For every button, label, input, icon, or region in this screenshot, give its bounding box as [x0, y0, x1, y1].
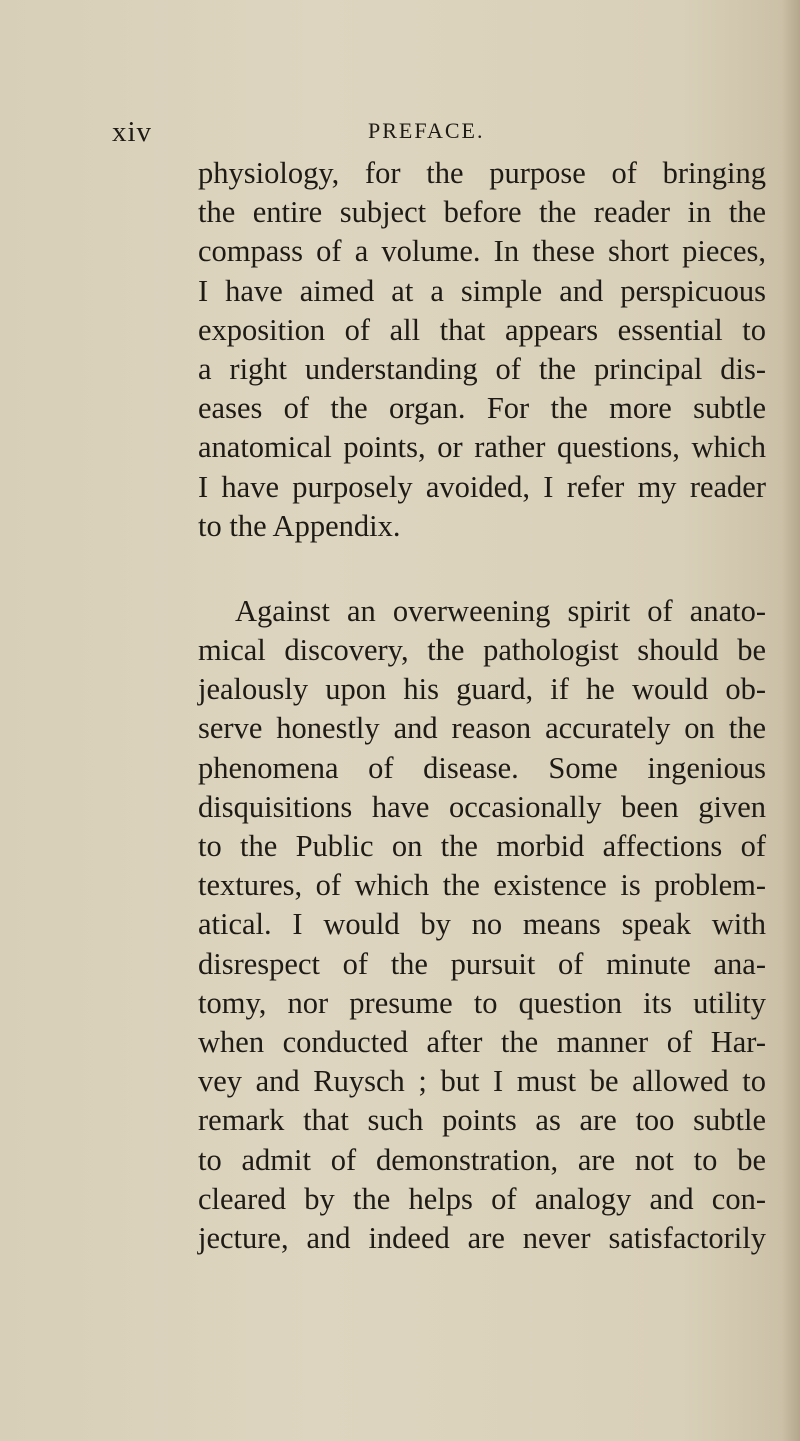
paragraph-gap	[198, 546, 766, 592]
text-line: disrespect of the pursuit of minute ana-	[198, 946, 766, 981]
text-line: jealously upon his guard, if he would ob-	[198, 672, 766, 707]
text-line: textures, of which the existence is problem-	[198, 868, 766, 903]
text-line: remark that such points as are too subtle	[198, 1103, 766, 1138]
text-line: I have purposely avoided, I refer my reader	[198, 469, 766, 504]
text-line: atical. I would by no means speak with	[198, 907, 766, 942]
text-line: serve honestly and reason accurately on the	[198, 711, 766, 746]
paragraph-1	[198, 154, 766, 546]
page-header	[0, 108, 800, 148]
text-line: the entire subject before the reader in the	[198, 195, 766, 230]
text-line: to the Public on the morbid affections of	[198, 829, 766, 863]
text-line: eases of the organ. For the more subtle	[198, 391, 766, 426]
text-line: disquisitions have occasionally been given	[198, 789, 766, 824]
text-line: mical discovery, the pathologist should be	[198, 633, 766, 668]
text-line: a right understanding of the principal dis-	[198, 351, 766, 386]
running-head: PREFACE.	[368, 118, 485, 143]
page-number: xiv	[112, 116, 153, 148]
text-line: exposition of all that appears essential to	[198, 312, 766, 347]
text-line: vey and Ruysch ; but I must be allowed to	[198, 1064, 766, 1099]
page-edge-shadow	[782, 0, 800, 1441]
text-line: to the Appendix.	[198, 508, 401, 543]
text-line: tomy, nor presume to question its utility	[198, 985, 766, 1020]
paragraph-2	[198, 592, 766, 1258]
text-line: to admit of demonstration, are not to be	[198, 1142, 766, 1177]
text-line: jecture, and indeed are never satisfactorily	[198, 1220, 766, 1255]
text-line: I have aimed at a simple and perspicuous	[198, 273, 766, 308]
text-line: cleared by the helps of analogy and con-	[198, 1181, 766, 1216]
text-line: physiology, for the purpose of bringing	[198, 156, 766, 190]
text-line: phenomena of disease. Some ingenious	[198, 750, 766, 785]
text-line: compass of a volume. In these short pieces,	[198, 234, 766, 269]
text-line: when conducted after the manner of Har-	[198, 1024, 766, 1059]
body-text	[198, 154, 766, 1258]
text-line: anatomical points, or rather questions, which	[198, 430, 766, 465]
text-line: Against an overweening spirit of anato-	[235, 593, 766, 628]
